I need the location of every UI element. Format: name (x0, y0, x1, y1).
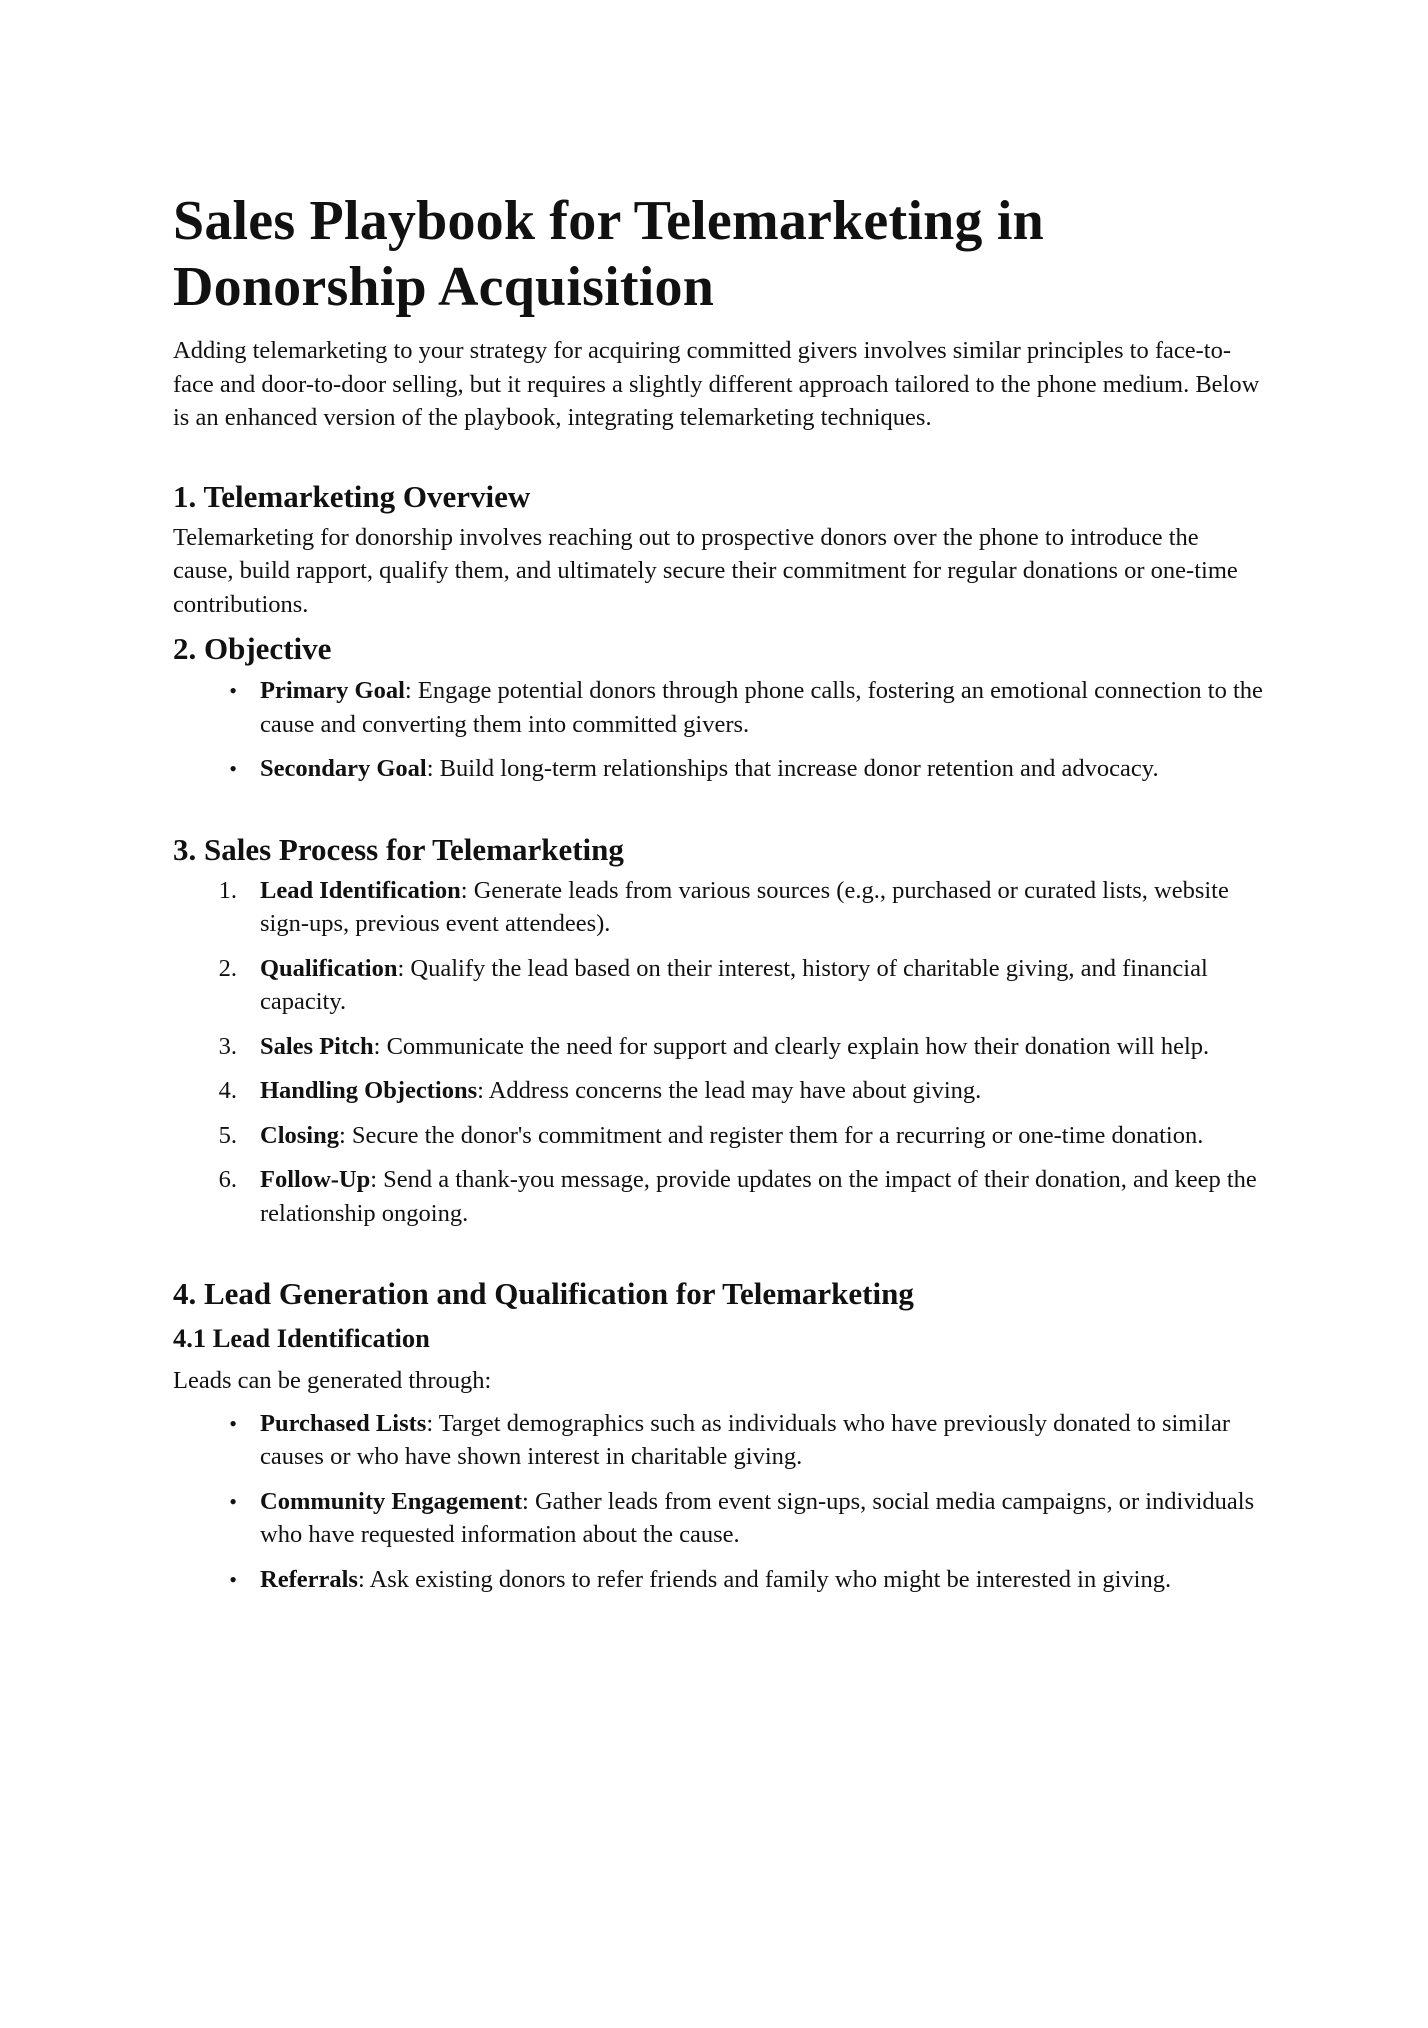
section-3-heading: 3. Sales Process for Telemarketing (173, 831, 624, 867)
subsection-4-1-heading: 4.1 Lead Identification (173, 1323, 430, 1353)
list-item-term: Purchased Lists (260, 1409, 427, 1437)
list-item (173, 1485, 1263, 1552)
list-item-text: : Ask existing donors to refer friends and family who might be interested in giving. (357, 1565, 1172, 1593)
list-item (173, 952, 1263, 1019)
document-title: Sales Playbook for Telemarketing in Donorship Acquisition (173, 190, 1044, 318)
list-item-term: Secondary Goal (260, 755, 427, 782)
list-item-text: : Address concerns the lead may have about giving. (477, 1077, 982, 1104)
list-number: 5. (218, 1121, 237, 1149)
document-page (173, 188, 1263, 1596)
bullet-marker: • (229, 756, 237, 781)
section-4-heading: 4. Lead Generation and Qualification for Telemarketing (173, 1276, 914, 1311)
list-item-text: : Gather leads from event sign-ups, social media campaigns, or individuals who have requested information about the cause. (260, 1487, 1255, 1548)
list-item-text: : Send a thank-you message, provide updates on the impact of their donation, and keep the relationship ongoing. (260, 1166, 1257, 1227)
list-number: 2. (218, 954, 237, 982)
intro-paragraph: Adding telemarketing to your strategy for acquiring committed givers involves similar principles to face-to-face and door-to-door selling, but it requires a slightly different approach tailored to the phone medium. Below is an enhanced version of the playbook, integrating telemarketing techniques. (173, 337, 1260, 431)
list-item-term: Lead Identification (260, 876, 461, 904)
list-item (173, 1074, 1263, 1108)
lead-in-text: Leads can be generated through: (173, 1367, 492, 1394)
bullet-marker: • (229, 1566, 237, 1592)
bullet-marker: • (229, 1488, 237, 1514)
list-item-text: : Communicate the need for support and clearly explain how their donation will help. (373, 1032, 1210, 1060)
list-item-term: Sales Pitch (260, 1032, 374, 1060)
list-item (173, 1563, 1263, 1597)
list-number: 4. (218, 1077, 237, 1104)
bullet-marker: • (229, 1410, 237, 1436)
section-2-heading: 2. Objective (173, 631, 332, 666)
list-item-text: : Qualify the lead based on their interest, history of charitable giving, and financial capacity. (260, 954, 1208, 1015)
section-1-body: Telemarketing for donorship involves reaching out to prospective donors over the phone to introduce the cause, build rapport, qualify them, and ultimately secure their commitment for regular donations or one-time contributions. (173, 523, 1238, 618)
list-item-term: Qualification (260, 954, 398, 982)
list-item (173, 752, 1263, 786)
list-item-term: Handling Objections (260, 1077, 478, 1104)
list-item-term: Community Engagement (260, 1487, 523, 1515)
list-item-text: : Generate leads from various sources (e.g., purchased or curated lists, website sign-ups, previous event attendees). (260, 876, 1229, 937)
lead-sources-list (173, 1407, 1263, 1597)
list-number: 1. (218, 876, 237, 904)
section-1-heading: 1. Telemarketing Overview (173, 478, 531, 514)
list-item-term: Closing (260, 1121, 339, 1149)
bullet-marker: • (229, 678, 237, 703)
list-item-text: : Build long-term relationships that increase donor retention and advocacy. (426, 755, 1159, 782)
list-item-text: : Secure the donor's commitment and register them for a recurring or one-time donation. (338, 1121, 1204, 1149)
list-number: 3. (218, 1032, 237, 1060)
list-item (173, 1407, 1263, 1474)
list-item-text: : Engage potential donors through phone calls, fostering an emotional connection to the cause and converting them into committed givers. (260, 677, 1263, 738)
list-item-term: Primary Goal (260, 677, 405, 704)
list-number: 6. (218, 1166, 237, 1193)
list-item (173, 1030, 1263, 1064)
list-item (173, 674, 1263, 741)
list-item (173, 874, 1263, 941)
objective-list (173, 674, 1263, 786)
list-item (173, 1163, 1263, 1230)
list-item-term: Follow-Up (260, 1166, 371, 1193)
list-item-term: Referrals (260, 1565, 358, 1593)
list-item (173, 1119, 1263, 1153)
list-item-text: : Target demographics such as individuals who have previously donated to similar causes or who have shown interest in charitable giving. (260, 1409, 1230, 1470)
sales-process-list (173, 874, 1263, 1231)
